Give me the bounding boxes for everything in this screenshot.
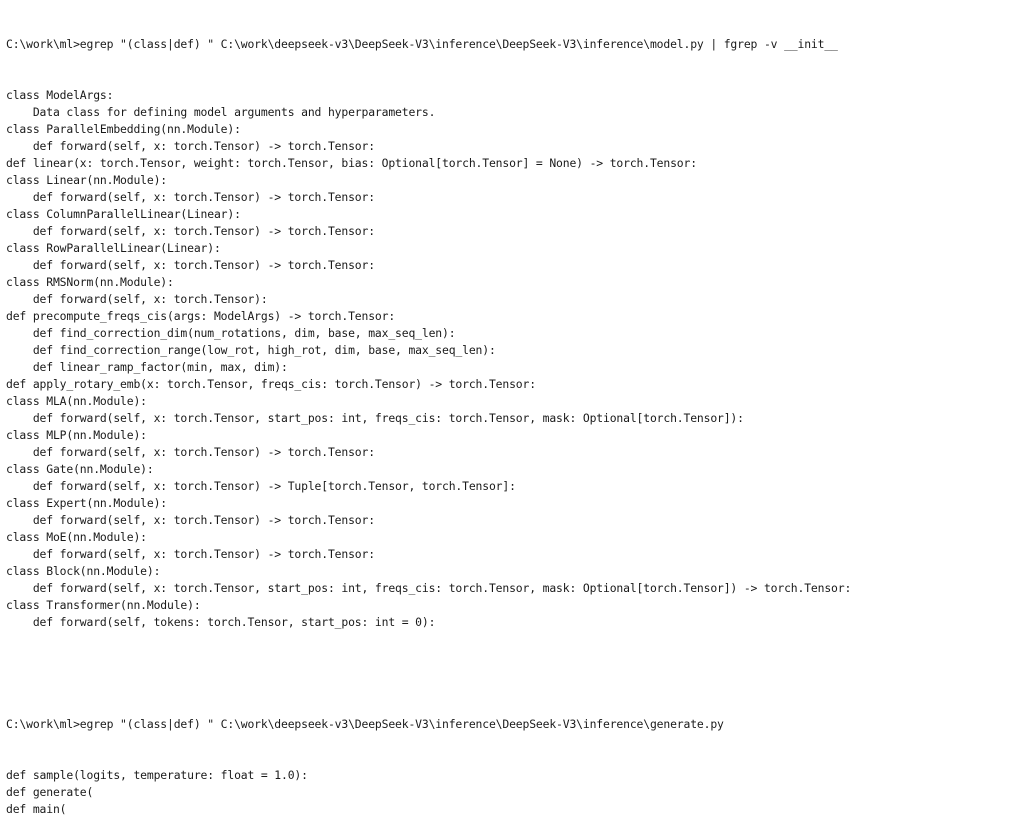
output-line: def forward(self, x: torch.Tensor) -> torch.Tensor: — [6, 190, 375, 204]
output-line: def linear_ramp_factor(min, max, dim): — [6, 360, 288, 374]
output-line: def forward(self, x: torch.Tensor, start_pos: int, freqs_cis: torch.Tensor, mask: Optional[torch.Tensor]) -> torch.Tensor: — [6, 581, 852, 595]
output-line: class Expert(nn.Module): — [6, 496, 167, 510]
output-line: def forward(self, x: torch.Tensor) -> torch.Tensor: — [6, 547, 375, 561]
output-line: def sample(logits, temperature: float = 1.0): — [6, 768, 308, 782]
output-block-model — [6, 87, 1024, 631]
output-line: class Transformer(nn.Module): — [6, 598, 201, 612]
output-line: def forward(self, tokens: torch.Tensor, start_pos: int = 0): — [6, 615, 436, 629]
output-line: def forward(self, x: torch.Tensor) -> torch.Tensor: — [6, 513, 375, 527]
output-line: def precompute_freqs_cis(args: ModelArgs) -> torch.Tensor: — [6, 309, 396, 323]
output-line: class ColumnParallelLinear(Linear): — [6, 207, 241, 221]
output-line: def find_correction_range(low_rot, high_rot, dim, base, max_seq_len): — [6, 343, 496, 357]
output-line: class ParallelEmbedding(nn.Module): — [6, 122, 241, 136]
output-line: class RMSNorm(nn.Module): — [6, 275, 174, 289]
output-line: class MLA(nn.Module): — [6, 394, 147, 408]
output-line: def forward(self, x: torch.Tensor): — [6, 292, 268, 306]
output-line: class Gate(nn.Module): — [6, 462, 154, 476]
output-line: class Block(nn.Module): — [6, 564, 161, 578]
output-line: class MoE(nn.Module): — [6, 530, 147, 544]
output-line: def forward(self, x: torch.Tensor) -> torch.Tensor: — [6, 139, 375, 153]
output-line: def linear(x: torch.Tensor, weight: torch.Tensor, bias: Optional[torch.Tensor] = None) -> torch.Tensor: — [6, 156, 697, 170]
output-line: def forward(self, x: torch.Tensor) -> torch.Tensor: — [6, 445, 375, 459]
output-line: class Linear(nn.Module): — [6, 173, 167, 187]
output-line: class MLP(nn.Module): — [6, 428, 147, 442]
output-line: def find_correction_dim(num_rotations, dim, base, max_seq_len): — [6, 326, 456, 340]
output-line: def main( — [6, 802, 67, 816]
command-prompt-generate: C:\work\ml>egrep "(class|def) " C:\work\deepseek-v3\DeepSeek-V3\inference\DeepSeek-V3\inference\generate.py — [6, 717, 724, 731]
command-prompt-model: C:\work\ml>egrep "(class|def) " C:\work\deepseek-v3\DeepSeek-V3\inference\DeepSeek-V3\inference\model.py | fgrep -v __init__ — [6, 37, 838, 51]
output-line: class RowParallelLinear(Linear): — [6, 241, 221, 255]
output-line: def forward(self, x: torch.Tensor) -> torch.Tensor: — [6, 258, 375, 272]
output-line: def generate( — [6, 785, 94, 799]
output-block-generate — [6, 767, 1024, 818]
blank-line — [6, 665, 1024, 682]
output-line: Data class for defining model arguments and hyperparameters. — [6, 105, 436, 119]
output-line: def forward(self, x: torch.Tensor) -> torch.Tensor: — [6, 224, 375, 238]
output-line: def apply_rotary_emb(x: torch.Tensor, freqs_cis: torch.Tensor) -> torch.Tensor: — [6, 377, 536, 391]
output-line: def forward(self, x: torch.Tensor, start_pos: int, freqs_cis: torch.Tensor, mask: Optional[torch.Tensor]): — [6, 411, 744, 425]
output-line: def forward(self, x: torch.Tensor) -> Tuple[torch.Tensor, torch.Tensor]: — [6, 479, 516, 493]
output-line: class ModelArgs: — [6, 88, 114, 102]
